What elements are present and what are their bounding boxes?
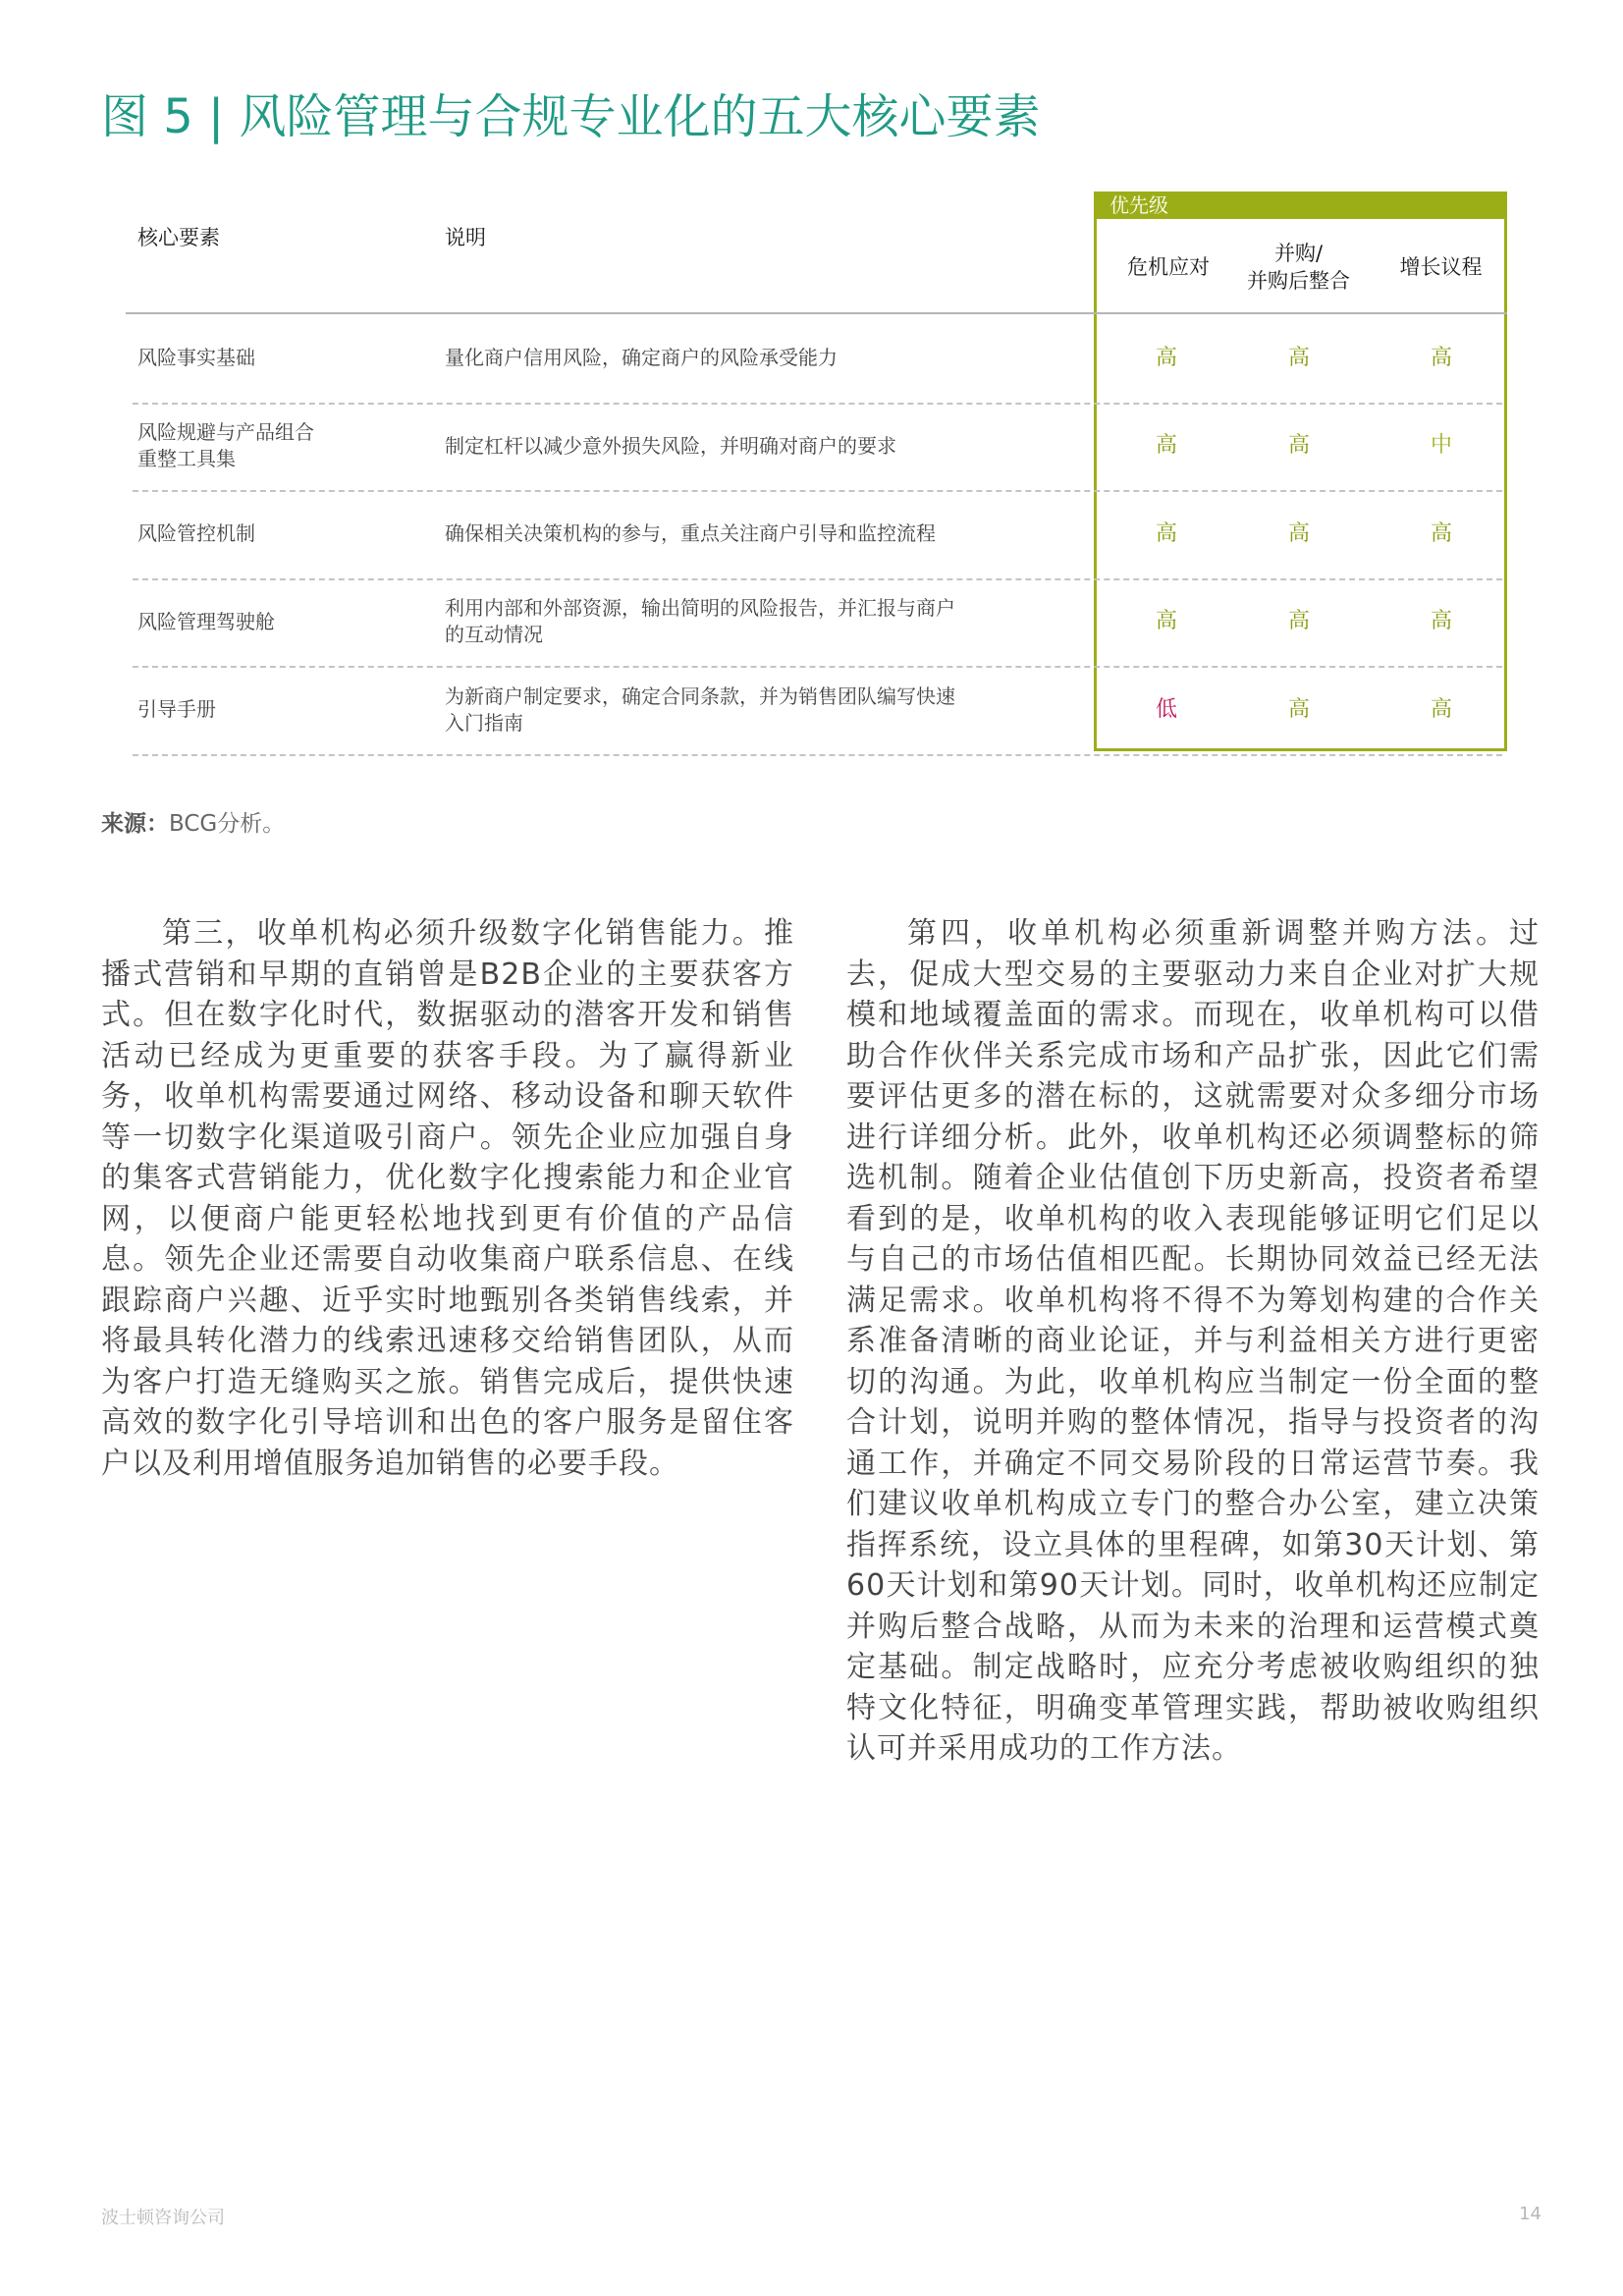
row-element-line: 风险管控机制 [137,521,255,546]
priority-crisis: 高 [1155,433,1177,459]
row-divider [133,578,1502,580]
row-element-line: 重整工具集 [137,447,236,471]
header-growth: 增长议程 [1399,255,1483,279]
header-description: 说明 [445,226,486,249]
row-element-line: 风险管理驾驶舱 [137,609,275,633]
row-element-line: 风险事实基础 [137,346,255,370]
priority-crisis: 高 [1155,345,1177,370]
footer-company: 波士顿咨询公司 [101,2208,225,2228]
body-column-left [101,913,794,1484]
page-number: 14 [1519,2204,1542,2224]
row-description [445,345,838,371]
paragraph-mna: 第四，收单机构必须重新调整并购方法。过去，促成大型交易的主要驱动力来自企业对扩大规模和地域覆盖面的需求。而现在，收单机构可以借助合作伙伴关系完成市场和产品扩张，因此它们需要评估更多的潜在标的，这就需要对众多细分市场进行详细分析。此外，收单机构还必须调整标的筛选机制。随着企业估值创下历史新高，投资者希望看到的是，收单机构的收入表现能够证明它们足以与自己的市场估值相匹配。长期协同效益已经无法满足需求。收单机构将不得不为筹划构建的合作关系准备清晰的商业论证，并与利益相关方进行更密切的沟通。为此，收单机构应当制定一份全面的整合计划，说明并购的整体情况，指导与投资者的沟通工作，并确定不同交易阶段的日常运营节奏。我们建议收单机构成立专门的整合办公室，建立决策指挥系统，设立具体的里程碑，如第30天计划、第60天计划和第90天计划。同时，收单机构还应制定并购后整合战略，从而为未来的治理和运营模式奠定基础。制定战略时，应充分考虑被收购组织的独特文化特征，明确变革管理实践，帮助被收购组织认可并采用成功的工作方法。 [846,916,1540,1766]
row-element-line: 引导手册 [137,697,216,722]
priority-growth: 高 [1430,696,1452,722]
page-title: 图 5 | 风险管理与合规专业化的五大核心要素 [101,89,1041,144]
header-mna-line2: 并购后整合 [1247,269,1350,293]
row-description [445,520,936,547]
priority-crisis: 高 [1155,609,1177,634]
row-description-line: 入门指南 [445,710,523,735]
priority-growth: 中 [1430,433,1452,459]
row-description-line: 确保相关决策机构的参与，重点关注商户引导和监控流程 [445,521,936,546]
priority-crisis: 高 [1155,520,1177,546]
row-description-line: 为新商户制定要求，确定合同条款，并为销售团队编写快速 [445,683,955,708]
paragraph-digital-sales: 第三，收单机构必须升级数字化销售能力。推播式营销和早期的直销曾是B2B企业的主要获客方式。但在数字化时代，数据驱动的潜客开发和销售活动已经成为更重要的获客手段。为了赢得新业务，收单机构需要通过网络、移动设备和聊天软件等一切数字化渠道吸引商户。领先企业应加强自身的集客式营销能力，优化数字化搜索能力和企业官网，以便商户能更轻松地找到更有价值的产品信息。领先企业还需要自动收集商户联系信息、在线跟踪商户兴趣、近乎实时地甄别各类销售线索，并将最具转化潜力的线索迅速移交给销售团队，从而为客户打造无缝购买之旅。销售完成后，提供快速高效的数字化引导培训和出色的客户服务是留住客户以及利用增值服务追加销售的必要手段。 [101,916,794,1481]
source-label: 来源： [101,811,169,837]
row-divider [133,490,1502,492]
priority-crisis: 低 [1155,696,1177,722]
source-text: BCG分析。 [169,811,286,837]
priority-mna: 高 [1287,520,1310,546]
row-element [137,520,255,547]
row-element-line: 风险规避与产品组合 [137,420,314,445]
header-divider [126,312,1507,314]
row-description [445,683,955,737]
row-description-line: 的互动情况 [445,623,543,647]
row-element [137,696,216,723]
row-element [137,609,275,635]
header-mna [1222,240,1375,295]
row-element [137,419,314,472]
header-crisis: 危机应对 [1127,255,1210,279]
priority-growth: 高 [1430,609,1452,634]
row-description-line: 量化商户信用风险，确定商户的风险承受能力 [445,346,838,370]
row-divider [133,666,1502,668]
priority-growth: 高 [1430,345,1452,370]
row-divider [133,754,1502,756]
header-core-element: 核心要素 [137,226,220,249]
priority-mna: 高 [1287,696,1310,722]
priority-mna: 高 [1287,609,1310,634]
priority-growth: 高 [1430,520,1452,546]
row-description [445,433,896,460]
source-note [101,805,285,838]
row-element [137,345,255,371]
row-description [445,595,955,648]
row-description-line: 制定杠杆以减少意外损失风险，并明确对商户的要求 [445,433,896,458]
body-column-right [846,913,1540,1770]
priority-label: 优先级 [1094,191,1507,219]
row-description-line: 利用内部和外部资源，输出简明的风险报告，并汇报与商户 [445,596,955,621]
header-mna-line1: 并购/ [1273,242,1324,265]
priority-mna: 高 [1287,433,1310,459]
row-divider [133,403,1502,405]
priority-mna: 高 [1287,345,1310,370]
